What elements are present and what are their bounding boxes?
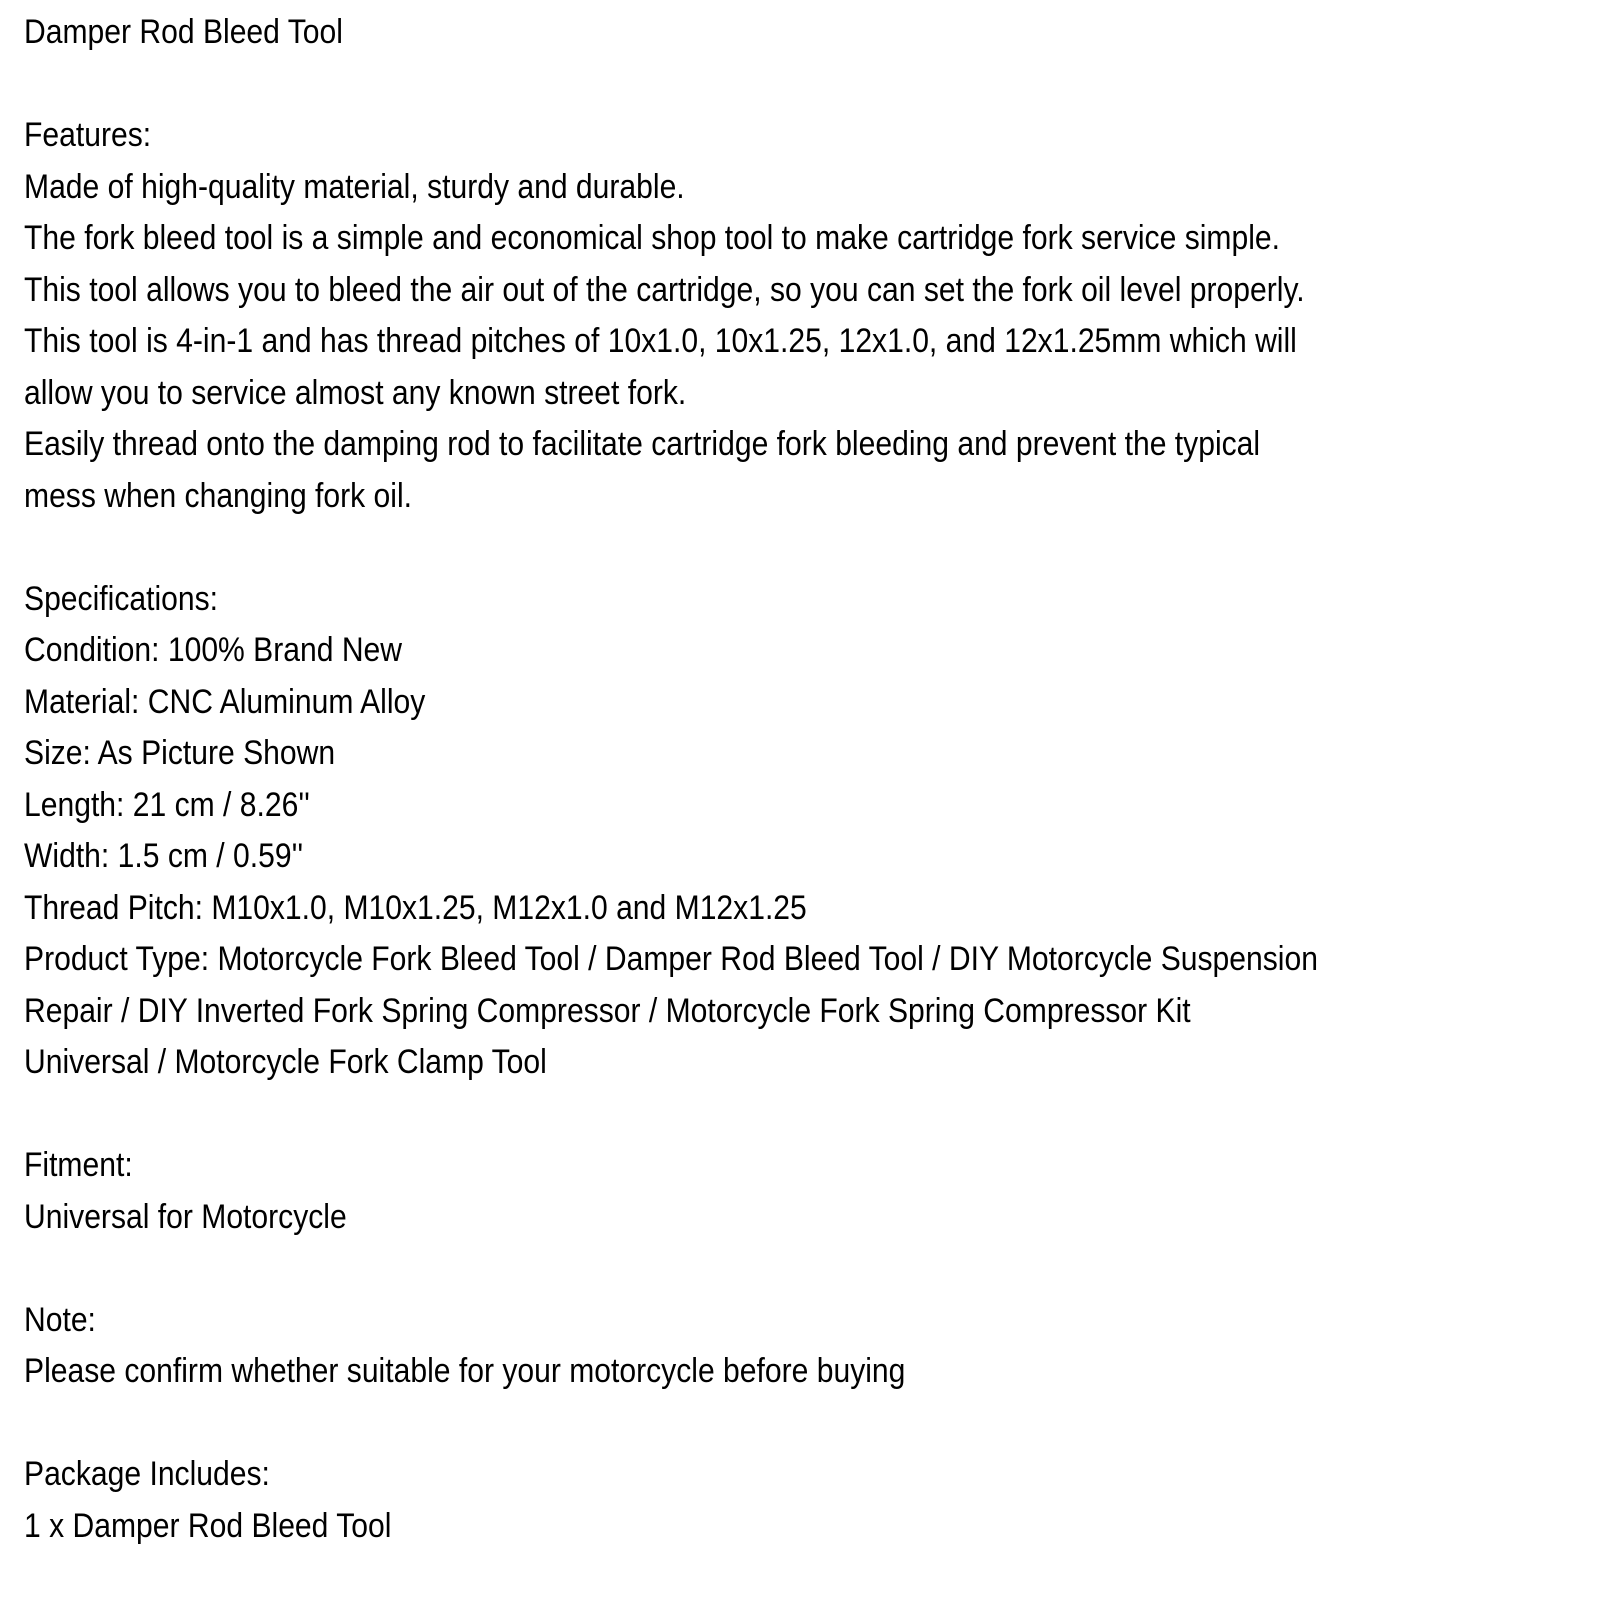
section-heading-specifications: Specifications:	[24, 579, 219, 618]
spec-product-type: Product Type: Motorcycle Fork Bleed Tool / Damper Rod Bleed Tool / DIY Motorcycle Suspension	[24, 940, 1318, 978]
text-line: Easily thread onto the damping rod to facilitate cartridge fork bleeding and prevent the typical	[24, 425, 1261, 463]
text-line: mess when changing fork oil.	[24, 476, 413, 515]
section-fitment	[24, 1140, 1600, 1243]
package-item: 1 x Damper Rod Bleed Tool	[24, 1506, 392, 1545]
section-features	[24, 110, 1600, 522]
spec-width: Width: 1.5 cm / 0.59''	[24, 837, 304, 875]
fitment-value: Universal for Motorcycle	[24, 1197, 347, 1236]
section-note	[24, 1295, 1600, 1398]
text-line: allow you to service almost any known street fork.	[24, 373, 687, 412]
spec-thread-pitch: Thread Pitch: M10x1.0, M10x1.25, M12x1.0 and M12x1.25	[24, 888, 807, 927]
spec-condition: Condition: 100% Brand New	[24, 631, 403, 669]
product-description-document	[24, 7, 1600, 1552]
text-line: The fork bleed tool is a simple and economical shop tool to make cartridge fork service simple.	[24, 219, 1281, 257]
text-line: This tool allows you to bleed the air out of the cartridge, so you can set the fork oil level properly.	[24, 270, 1305, 309]
section-package-includes	[24, 1449, 1600, 1552]
text-line: Made of high-quality material, sturdy and durable.	[24, 167, 685, 206]
section-heading-features: Features:	[24, 116, 152, 154]
spec-material: Material: CNC Aluminum Alloy	[24, 682, 426, 721]
section-heading-package: Package Includes:	[24, 1455, 270, 1493]
spec-length: Length: 21 cm / 8.26''	[24, 785, 310, 824]
page-title: Damper Rod Bleed Tool	[24, 13, 343, 51]
section-specifications	[24, 574, 1600, 1089]
spec-product-type: Universal / Motorcycle Fork Clamp Tool	[24, 1043, 547, 1081]
spec-product-type: Repair / DIY Inverted Fork Spring Compressor / Motorcycle Fork Spring Compressor Kit	[24, 991, 1191, 1030]
section-heading-note: Note:	[24, 1300, 96, 1339]
note-text: Please confirm whether suitable for your motorcycle before buying	[24, 1352, 906, 1390]
text-line: This tool is 4-in-1 and has thread pitches of 10x1.0, 10x1.25, 12x1.0, and 12x1.25mm which will	[24, 322, 1297, 360]
section-heading-fitment: Fitment:	[24, 1146, 133, 1184]
spec-size: Size: As Picture Shown	[24, 734, 336, 772]
